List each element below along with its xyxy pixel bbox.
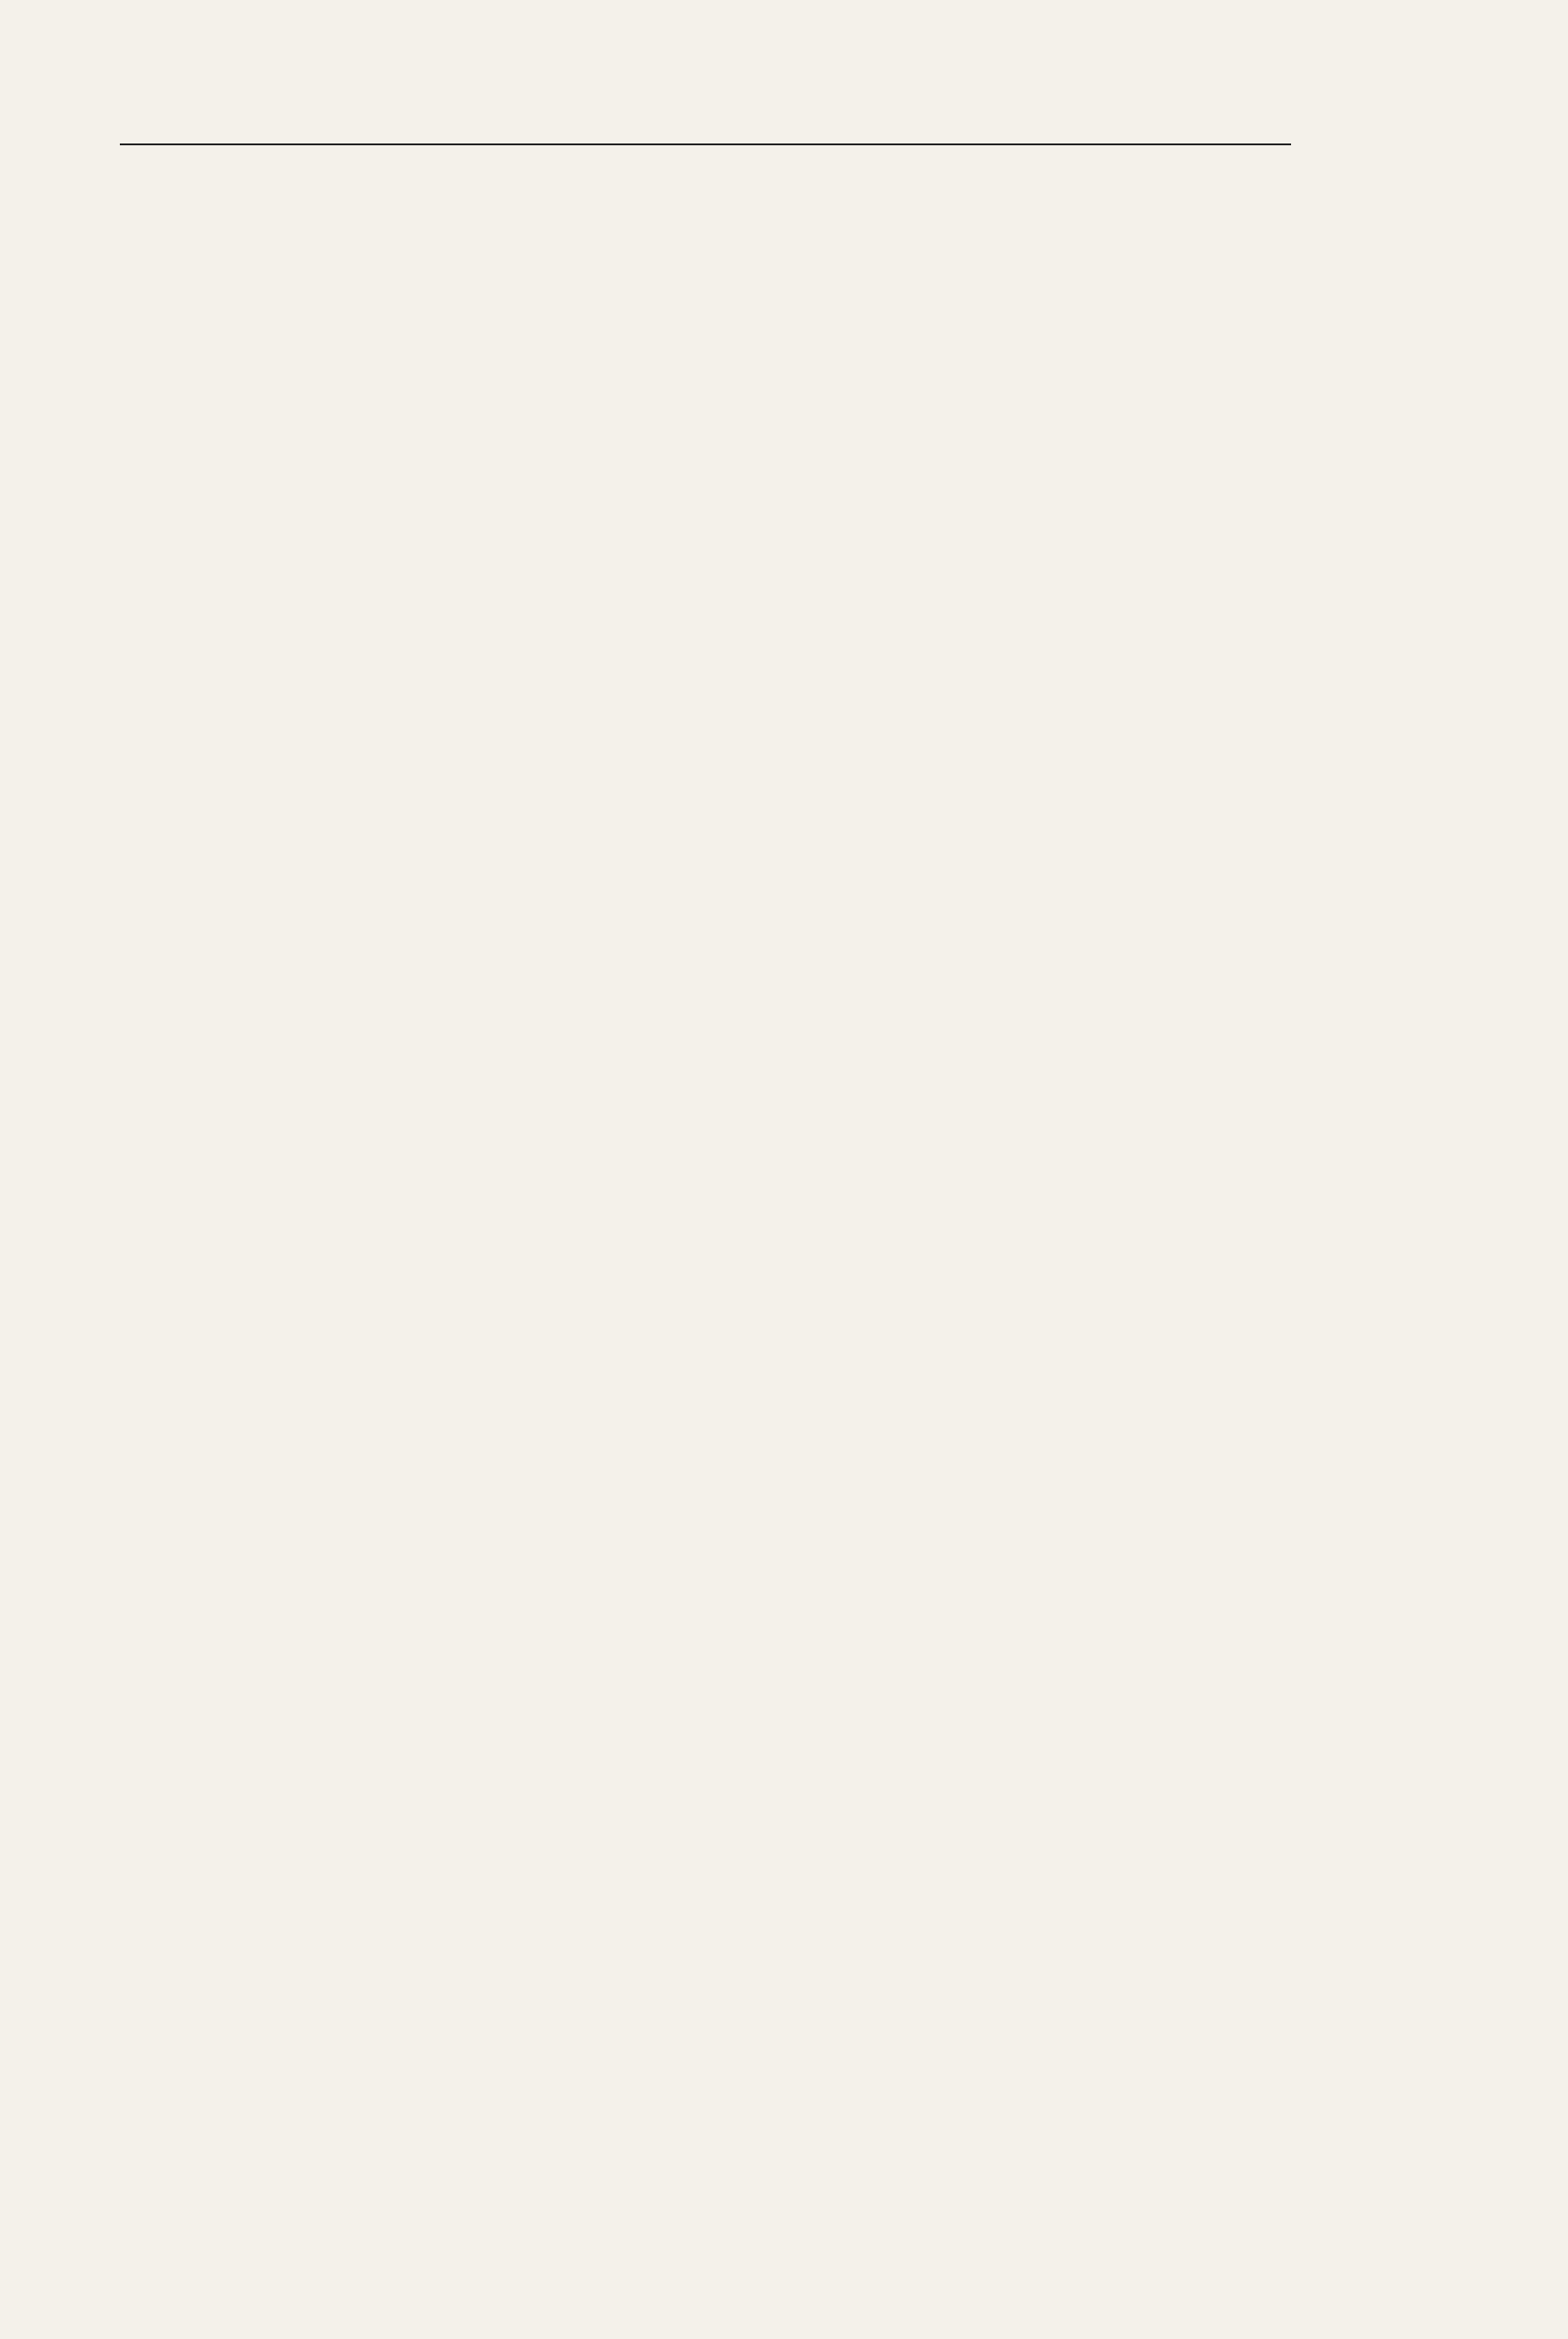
running-header xyxy=(120,136,1291,145)
